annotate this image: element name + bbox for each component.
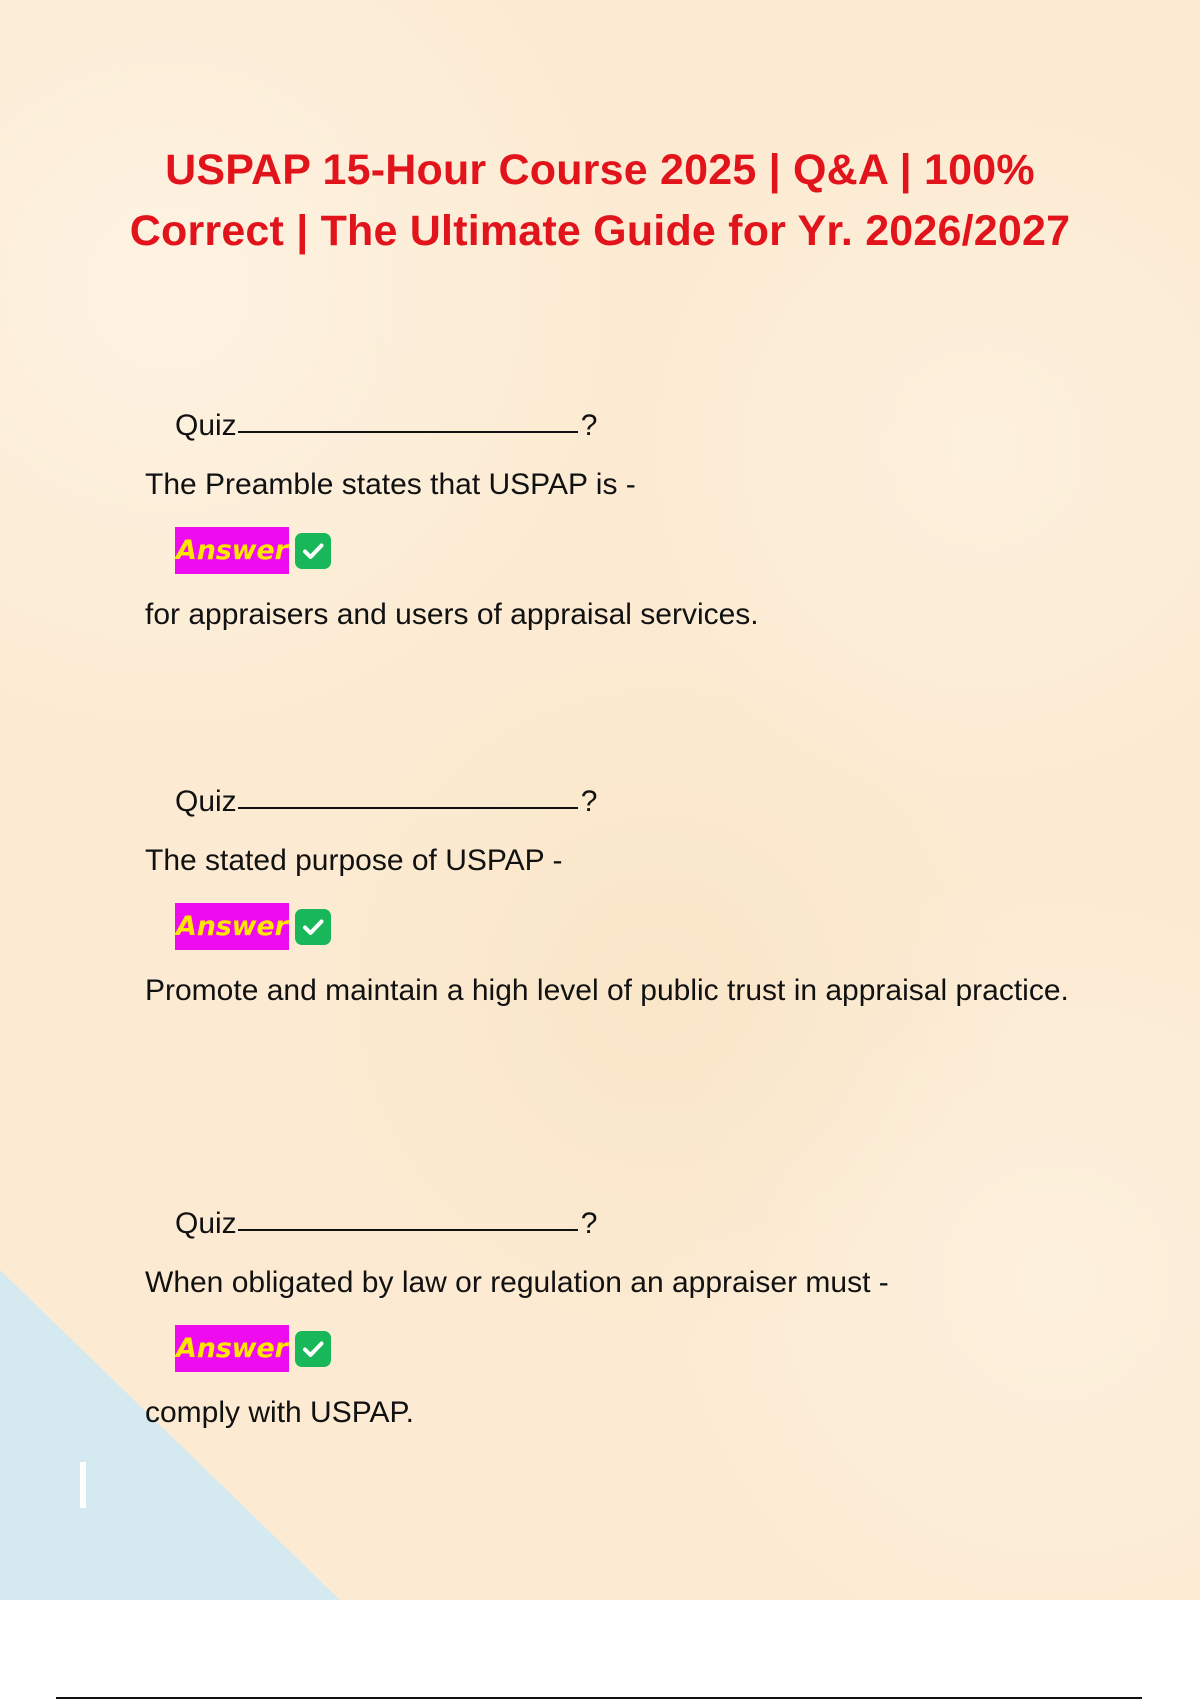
answer-label-row xyxy=(175,526,1085,575)
quiz-prompt-line xyxy=(175,404,1085,448)
quiz-answer-blank xyxy=(238,1201,578,1231)
green-check-icon xyxy=(295,533,331,569)
quiz-label: Quiz xyxy=(175,785,237,818)
quiz-item-2 xyxy=(145,780,1085,1014)
quiz-item-3 xyxy=(145,1202,1085,1436)
answer-text: for appraisers and users of appraisal services. xyxy=(145,598,759,631)
question-text: The Preamble states that USPAP is - xyxy=(145,468,636,501)
quiz-answer-blank xyxy=(238,779,578,809)
answer-badge: Answer xyxy=(175,903,289,950)
answer-badge: Answer xyxy=(175,527,289,574)
answer-label-row xyxy=(175,1324,1085,1373)
question-text: The stated purpose of USPAP - xyxy=(145,844,563,877)
quiz-label: Quiz xyxy=(175,1207,237,1240)
corner-vertical-mark xyxy=(80,1462,86,1508)
quiz-answer-blank xyxy=(238,403,578,433)
quiz-question-mark: ? xyxy=(580,1207,598,1240)
quiz-question-mark: ? xyxy=(580,409,598,442)
page-footer-rule xyxy=(56,1697,1142,1699)
answer-badge: Answer xyxy=(175,1325,289,1372)
quiz-prompt-line xyxy=(175,1202,1085,1246)
answer-text: comply with USPAP. xyxy=(145,1396,414,1429)
answer-label-row xyxy=(175,902,1085,951)
quiz-question-mark: ? xyxy=(580,785,598,818)
quiz-item-1 xyxy=(145,404,1085,638)
question-text: When obligated by law or regulation an appraiser must - xyxy=(145,1266,889,1299)
quiz-prompt-line xyxy=(175,780,1085,824)
quiz-label: Quiz xyxy=(175,409,237,442)
document-title: USPAP 15-Hour Course 2025 | Q&A | 100% Correct | The Ultimate Guide for Yr. 2026/2027 xyxy=(129,146,1071,255)
green-check-icon xyxy=(295,1331,331,1367)
green-check-icon xyxy=(295,909,331,945)
answer-text: Promote and maintain a high level of public trust in appraisal practice. xyxy=(145,974,1069,1007)
